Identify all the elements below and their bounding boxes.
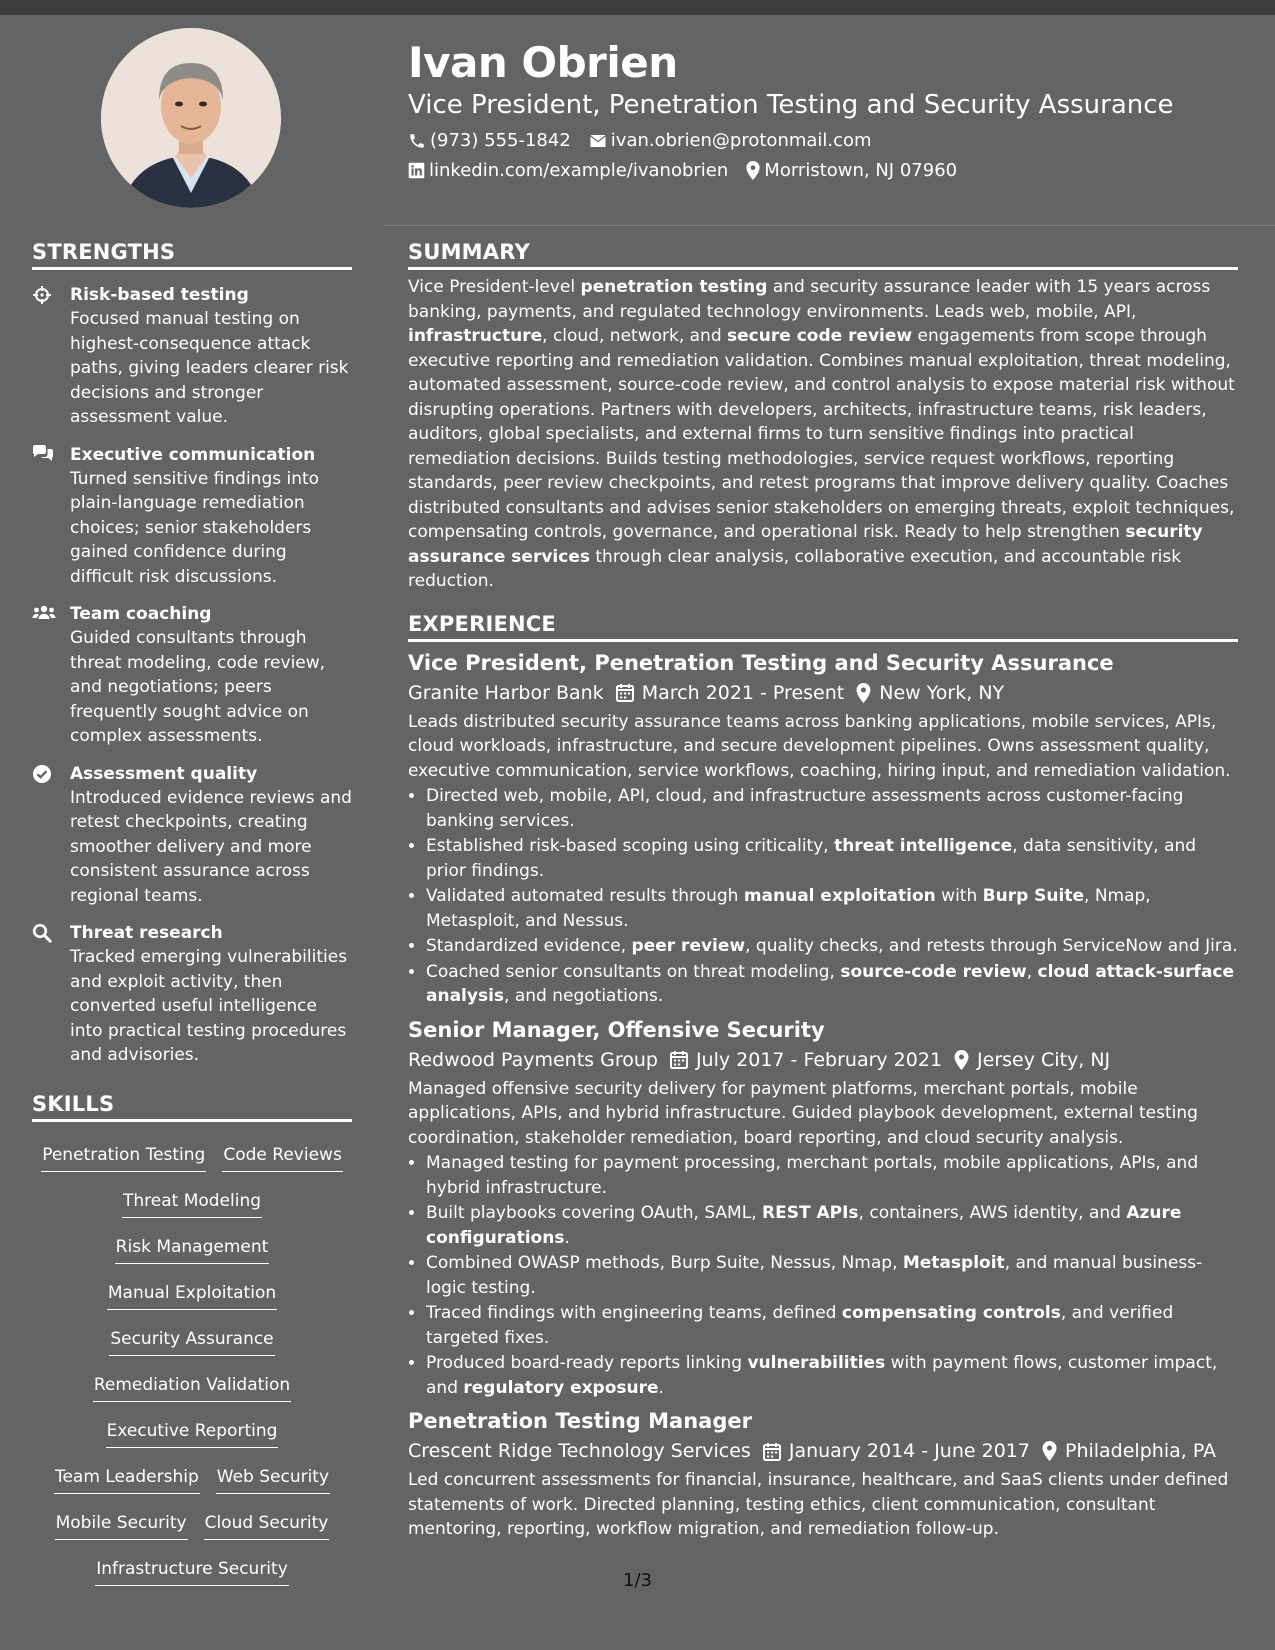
location-text: Morristown, NJ 07960 <box>764 160 958 182</box>
calendar-icon <box>763 1442 781 1461</box>
skill-tag: Code Reviews <box>222 1143 342 1172</box>
job-location: Jersey City, NJ <box>977 1048 1111 1071</box>
check-circle-icon <box>32 764 52 784</box>
job-bullet <box>426 1251 1238 1300</box>
bold-keyword: source-code review <box>840 961 1027 982</box>
job-bullets <box>408 784 1238 1009</box>
job-entry <box>408 648 1238 1009</box>
text-run: and security assurance leader with 15 years across banking, payments, and regulated technology environments. Leads web, mobile, API, <box>408 277 1211 322</box>
job-bullet <box>426 784 1238 833</box>
skill-tag: Infrastructure Security <box>95 1557 289 1586</box>
job-meta <box>408 1436 1238 1466</box>
bold-keyword: Metasploit <box>902 1253 1005 1273</box>
bold-keyword: Azure configurations <box>426 1203 1182 1248</box>
job-description: Managed offensive security delivery for payment platforms, merchant portals, mobile applications, APIs, and hybrid infrastructure. Guided playbook development, external testing coordination, stakeholder remediation, board reporting, and cloud security analysis. <box>408 1078 1198 1148</box>
skill-tag: Mobile Security <box>55 1511 188 1540</box>
text-run: Traced findings with engineering teams, defined <box>426 1303 842 1323</box>
phone-icon <box>408 132 426 150</box>
text-run: , and verified targeted fixes. <box>426 1303 1174 1348</box>
profile-photo <box>101 28 281 208</box>
skill-tag: Executive Reporting <box>106 1419 279 1448</box>
skill-tag: Penetration Testing <box>41 1143 206 1172</box>
search-icon <box>32 923 52 943</box>
map-pin-icon <box>1042 1441 1057 1461</box>
strength-description: Introduced evidence reviews and retest checkpoints, creating smoother delivery and more consistent assurance across regional teams. <box>70 787 352 906</box>
bold-keyword: compensating controls <box>841 1303 1061 1323</box>
strength-name: Team coaching <box>70 604 212 624</box>
skill-tag: Team Leadership <box>54 1465 200 1494</box>
email-text: ivan.obrien@protonmail.com <box>610 130 872 152</box>
text-run: Validated automated results through <box>426 886 744 906</box>
text-run: Coached senior consultants on threat modeling, <box>426 961 841 982</box>
text-run: , data sensitivity, and prior findings. <box>426 836 1197 881</box>
skill-tag: Risk Management <box>115 1235 270 1264</box>
text-run: with payment flows, customer impact, and <box>426 1353 1218 1398</box>
job-dates-group <box>763 1436 1030 1466</box>
bold-keyword: penetration testing <box>580 277 768 297</box>
bold-keyword: security assurance services <box>408 522 1203 567</box>
calendar-icon <box>670 1050 688 1069</box>
bold-keyword: threat intelligence <box>834 836 1013 856</box>
job-company: Granite Harbor Bank <box>408 681 604 704</box>
job-dates: July 2017 - February 2021 <box>695 1048 943 1071</box>
strength-description: Focused manual testing on highest-consequence attack paths, giving leaders clearer risk decisions and stronger assessment value. <box>70 309 349 427</box>
right-column <box>408 240 1238 1542</box>
job-location: New York, NY <box>879 681 1005 704</box>
text-run: Standardized evidence, <box>426 936 632 956</box>
job-bullet <box>426 884 1238 933</box>
job-bullet <box>426 834 1238 883</box>
strength-item <box>32 602 352 749</box>
location-contact <box>746 160 957 181</box>
job-entry <box>408 1015 1238 1401</box>
text-run: Combined OWASP methods, Burp Suite, Nessus, Nmap, <box>426 1253 903 1273</box>
job-bullets <box>408 1151 1238 1400</box>
linkedin-text: linkedin.com/example/ivanobrien <box>429 160 729 182</box>
job-dates: March 2021 - Present <box>641 681 845 704</box>
text-run: engagements from scope through executive reporting and remediation validation. Combines manual exploitation, threat modeling, automated assessment, source-code review, and control analysis to expose material risk without disrupting operations. Partners with developers, architects, infrastructure teams, risk leaders, auditors, global specialists, and external firms to turn sensitive findings into practical remediation decisions. Builds testing methodologies, service request workflows, reporting standards, peer review checkpoints, and retest programs that improve delivery quality. Coaches distributed consultants and advises senior stakeholders on emerging threats, exploit techniques, compensating controls, governance, and operational risk. Ready to help strengthen <box>408 326 1235 542</box>
linkedin-icon <box>408 162 425 179</box>
strength-item <box>32 443 352 590</box>
text-run: Produced board-ready reports linking <box>426 1353 748 1373</box>
strength-item <box>32 921 352 1068</box>
skill-tag: Threat Modeling <box>122 1189 262 1218</box>
skill-tag: Web Security <box>216 1465 330 1494</box>
crosshair-icon <box>32 285 52 305</box>
calendar-icon <box>616 683 634 702</box>
candidate-title: Vice President, Penetration Testing and Security Assurance <box>408 90 1174 121</box>
strength-description: Tracked emerging vulnerabilities and exploit activity, then converted useful intelligence into practical testing procedures and advisories. <box>70 947 348 1065</box>
phone-text: (973) 555-1842 <box>430 130 571 152</box>
strength-name: Assessment quality <box>70 763 258 784</box>
skills-list <box>32 1134 352 1594</box>
phone-contact <box>408 130 571 151</box>
text-run: Built playbooks covering OAuth, SAML, <box>426 1203 763 1223</box>
strength-name: Risk-based testing <box>70 285 249 305</box>
job-entry <box>408 1406 1238 1542</box>
job-meta <box>408 678 1238 708</box>
job-description: Led concurrent assessments for financial, insurance, healthcare, and SaaS clients under defined statements of work. Directed planning, testing ethics, client communication, consultant mentoring, reporting, workflow migration, and remediation follow-up. <box>408 1470 1229 1539</box>
envelope-icon <box>589 133 607 149</box>
job-bullet <box>426 1201 1238 1250</box>
contact-row-1 <box>408 130 1248 151</box>
text-run: Managed testing for payment processing, merchant portals, mobile applications, APIs, and hybrid infrastructure. <box>426 1153 1199 1198</box>
strength-item <box>32 762 352 909</box>
job-dates: January 2014 - June 2017 <box>788 1440 1030 1462</box>
experience-list <box>408 648 1238 1542</box>
strengths-heading: STRENGTHS <box>32 240 352 270</box>
strength-description: Turned sensitive findings into plain-language remediation choices; senior stakeholders gained confidence during difficult risk discussions. <box>70 468 320 587</box>
strength-description: Guided consultants through threat modeling, code review, and negotiations; peers frequently sought advice on complex assessments. <box>70 628 326 746</box>
strength-name: Executive communication <box>70 444 316 465</box>
top-bar <box>0 0 1275 15</box>
map-pin-icon <box>856 683 871 703</box>
candidate-name: Ivan Obrien <box>408 38 678 87</box>
skill-tag: Security Assurance <box>109 1327 274 1356</box>
text-run: , containers, AWS identity, and <box>858 1203 1127 1223</box>
text-run: Established risk-based scoping using criticality, <box>426 836 835 856</box>
job-location-group <box>1042 1436 1216 1466</box>
job-dates-group <box>670 1045 942 1075</box>
job-bullet <box>426 1151 1238 1200</box>
experience-heading: EXPERIENCE <box>408 612 1238 642</box>
job-location-group <box>954 1045 1110 1075</box>
header-divider <box>383 225 1275 226</box>
bold-keyword: REST APIs <box>762 1203 859 1223</box>
text-run: , Nmap, Metasploit, and Nessus. <box>426 886 1151 931</box>
text-run: , and negotiations. <box>504 986 664 1006</box>
portrait-illustration <box>101 28 281 208</box>
map-pin-icon <box>746 161 760 180</box>
map-pin-icon <box>954 1050 969 1070</box>
text-run: with <box>935 886 983 906</box>
text-run: through clear analysis, collaborative execution, and accountable risk reduction. <box>408 546 1182 591</box>
job-title: Penetration Testing Manager <box>408 1409 752 1433</box>
text-run: . <box>658 1377 664 1398</box>
strengths-list <box>32 283 352 1068</box>
bold-keyword: cloud attack-surface analysis <box>426 961 1235 1006</box>
bold-keyword: secure code review <box>727 326 913 346</box>
contact-row-2 <box>408 160 1248 181</box>
skill-tag: Cloud Security <box>204 1511 330 1540</box>
strength-name: Threat research <box>70 923 223 943</box>
bold-keyword: Burp Suite <box>982 886 1085 906</box>
chat-bubbles-icon <box>32 445 54 463</box>
skill-tag: Manual Exploitation <box>107 1281 277 1310</box>
left-column <box>32 240 352 1594</box>
bold-keyword: peer review <box>631 936 746 956</box>
job-location: Philadelphia, PA <box>1064 1440 1217 1462</box>
email-contact[interactable] <box>589 130 872 151</box>
job-title: Vice President, Penetration Testing and Security Assurance <box>408 650 1114 675</box>
job-meta <box>408 1045 1238 1075</box>
skill-tag: Remediation Validation <box>93 1373 291 1402</box>
linkedin-contact[interactable] <box>408 160 728 181</box>
job-location-group <box>856 678 1004 708</box>
job-title: Senior Manager, Offensive Security <box>408 1017 825 1042</box>
text-run: , cloud, network, and <box>542 326 728 346</box>
job-company: Redwood Payments Group <box>408 1048 658 1071</box>
job-description: Leads distributed security assurance teams across banking applications, mobile services, APIs, cloud workloads, infrastructure, and secure development pipelines. Owns assessment quality, executive communication, service workflows, coaching, hiring input, and remediation validation. <box>408 711 1231 781</box>
bold-keyword: regulatory exposure <box>463 1377 659 1398</box>
job-bullet <box>426 960 1238 1009</box>
text-run: , and manual business-logic testing. <box>426 1253 1203 1298</box>
team-icon <box>32 604 56 622</box>
bold-keyword: vulnerabilities <box>747 1353 886 1373</box>
summary-heading: SUMMARY <box>408 240 1238 270</box>
job-bullet <box>426 934 1238 959</box>
bold-keyword: manual exploitation <box>743 886 936 906</box>
page-number: 1/3 <box>623 1570 652 1591</box>
text-run: Directed web, mobile, API, cloud, and infrastructure assessments across customer-facing banking services. <box>426 786 1184 831</box>
bold-keyword: infrastructure <box>408 326 543 346</box>
skills-heading: SKILLS <box>32 1092 352 1122</box>
text-run: . <box>564 1227 570 1248</box>
text-run: , quality checks, and retests through ServiceNow and Jira. <box>745 936 1238 956</box>
text-run: Vice President-level <box>408 277 581 297</box>
job-company: Crescent Ridge Technology Services <box>408 1440 751 1462</box>
job-dates-group <box>616 678 845 708</box>
strength-item <box>32 283 352 430</box>
text-run: , <box>1026 961 1038 982</box>
job-bullet <box>426 1351 1238 1400</box>
resume-header <box>408 40 1248 181</box>
job-bullet <box>426 1301 1238 1350</box>
summary-text <box>408 275 1238 594</box>
